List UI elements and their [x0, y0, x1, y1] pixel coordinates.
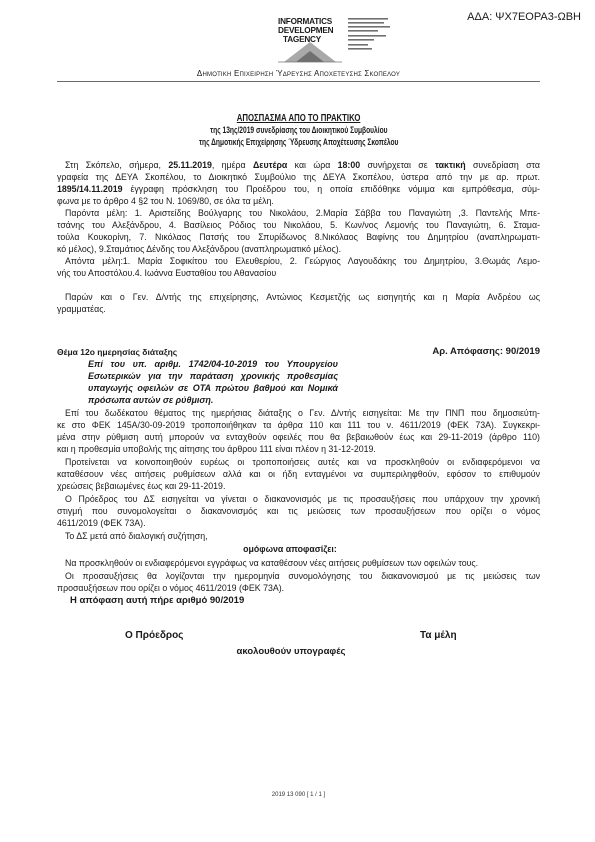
- chair-proposal-paragraph: [57, 493, 540, 529]
- text-run: και ώρα: [287, 160, 338, 170]
- text-run: γραμματέας.: [57, 304, 106, 314]
- text-line: [57, 219, 540, 231]
- text-line: [57, 207, 540, 219]
- text-run: και η προθεσμία υποβολής της αίτησης του άρθρου 111 είναι πλέον η 31-12-2019.: [57, 444, 376, 454]
- signature-chair: Ο Πρόεδρος: [125, 630, 184, 641]
- signatures-note: ακολουθούν υπογραφές: [236, 646, 346, 657]
- text-line: [57, 231, 540, 243]
- proposal-paragraph: [57, 456, 540, 492]
- text-run: τούλα Κουκορίνη, 7. Νικόλαος Πατσής του Σπυρίδωνος 8.Νικόλαος Βαφίνης του Δημητρίου (αναπληρωματι-: [57, 232, 540, 242]
- text-run: στιγμή που συνομολογείται ο διακανονισμός και τις μειώσεις των προσαυξήσεων που ορίζει ο νόμος: [57, 506, 540, 516]
- text-run: Επί του δωδέκατου θέματος της ημερήσιας διάταξης ο Γεν. Δ/ντής εισηγείται: Με την ΠΝΠ που δημοσιεύτη-: [65, 408, 540, 418]
- text-run: φωνα με το άρθρο 4 §2 του Ν. 1069/80, σε όλα τα μέλη.: [57, 196, 274, 206]
- logo-text-line: DEVELOPMEN: [278, 26, 334, 35]
- document-title: [57, 111, 540, 125]
- document-subtitle-text: της Δημοτικής Επιχείρησης Ύδρευσης Αποχέτευσης Σκοπέλου: [198, 137, 399, 147]
- text-line: [57, 159, 540, 171]
- document-subtitle-text: της 13ης/2019 συνεδρίασης του Διοικητικού Συμβουλίου: [209, 125, 388, 135]
- unanimous-decision-heading: ομόφωνα αποφασίζει:: [243, 544, 337, 554]
- text-run: τσάνης του Αλεξάνδρου, 4. Βασίλειος Ρόδιος του Νικολάου, 5. Κων/νος Λεμονής του Παναγιώτη, 6. Σταμα-: [57, 220, 540, 230]
- text-run: Προτείνεται να κοινοποιηθούν ευρέως οι τροποποιήσεις αυτές και να προσκληθούν οι ενδιαφερόμενοι να: [65, 457, 540, 467]
- text-run: υπαγωγής οφειλών σε ΟΤΑ πρώτου βαθμού και Νομικά: [88, 383, 338, 393]
- text-line: [57, 431, 540, 443]
- decision-number: Αρ. Απόφασης: 90/2019: [432, 346, 540, 357]
- agenda-subject: [88, 358, 338, 406]
- text-line: [88, 358, 338, 370]
- text-run: Παρόντα μέλη: 1. Αριστείδης Βούλγαρης του Νικολάου, 2.Μαρία Σάββα του Παναγιώτη ,3. Παντελής Μπε-: [65, 208, 540, 218]
- organisation-header: Δημοτική Επιχείρηση Ύδρευσης Αποχέτευσης Σκοπέλου: [196, 69, 401, 78]
- text-line: [57, 582, 540, 594]
- text-line: [57, 505, 540, 517]
- text-run: μένα στην ρύθμιση αυτή μπορούν να ενταχθούν οφειλές που θα βεβαιωθούν έως και 29-11-2019 (άρθρο 110): [57, 432, 540, 442]
- text-line: [57, 443, 540, 455]
- logo: [276, 15, 416, 63]
- text-line: [57, 480, 540, 492]
- text-line: [57, 493, 540, 505]
- text-run: συνεδρίαση στα: [465, 160, 540, 170]
- bold-text-run: Δευτέρα: [252, 160, 288, 170]
- text-line: [57, 183, 540, 195]
- text-line: [57, 243, 540, 255]
- bold-text-run: 1895/14.11.2019: [57, 184, 123, 194]
- text-run: Στη Σκόπελο, σήμερα,: [65, 160, 169, 170]
- text-run: κό μέλος), 9.Σταμάτιος Δένδης του Αλεξάνδρου (αναπληρωματικό μέλος).: [57, 244, 342, 254]
- text-line: [57, 570, 540, 582]
- logo-text-line: TAGENCY: [283, 35, 322, 44]
- text-run: κε στο ΦΕΚ 145Α/30-09-2019 τροποποιήθηκαν τα άρθρα 110 και 111 του ν. 4611/2019 (ΦΕΚ 73Α). Συγκεκρι-: [57, 420, 540, 430]
- text-line: [57, 303, 540, 315]
- text-line: [57, 291, 540, 303]
- text-line: [57, 557, 540, 569]
- absent-members-paragraph: [57, 255, 540, 279]
- attendees-paragraph: [57, 291, 540, 315]
- text-line: [57, 530, 540, 542]
- ada-code: ΑΔΑ: ΨΧ7ΕΟΡΑ3-ΩΒΗ: [467, 11, 581, 23]
- document-title-text: ΑΠΟΣΠΑΣΜΑ ΑΠΟ ΤΟ ΠΡΑΚΤΙΚΟ: [236, 112, 361, 124]
- text-line: [57, 517, 540, 529]
- text-line: [57, 255, 540, 267]
- text-run: πρόσωπα αυτών σε ρύθμιση.: [88, 395, 214, 405]
- bold-text-run: τακτική: [434, 160, 466, 170]
- document-subtitle: [57, 136, 540, 148]
- logo-wordmark: [278, 17, 333, 44]
- text-run: έγγραφη πρόσκληση του Προέδρου του, η οποία επιδόθηκε νόμιμα και εμπρόθεσμα, σύμ-: [122, 184, 540, 194]
- text-run: Οι προσαυξήσεις θα λογίζονται την ημερομηνία συνομολόγησης του διακανονισμού με τις μειώσεις των: [65, 571, 540, 581]
- agenda-item-label: Θέμα 12ο ημερησίας διάταξης: [57, 347, 178, 357]
- discussion-paragraph: [57, 530, 540, 542]
- report-paragraph: [57, 407, 540, 455]
- text-run: συνήρχεται σε: [360, 160, 435, 170]
- text-run: Να προσκληθούν οι ενδιαφερόμενοι εγγράφως να καταθέσουν νέες αιτήσεις ρυθμίσεων των οφειλών τους.: [65, 558, 479, 568]
- page-footer: 2019 13 090 [ 1 / 1 ]: [271, 792, 326, 798]
- text-line: [88, 394, 338, 406]
- text-run: 4611/2019 (ΦΕΚ 73Α).: [57, 518, 146, 528]
- text-run: Απόντα μέλη:1. Μαρία Σοφικίτου του Ελευθερίου, 2. Γεώργιος Λαγουδάκης του Δημητρίου, 3.Θωμάς Λεμο-: [65, 256, 540, 266]
- header-divider: [57, 81, 540, 82]
- document-subtitle: [57, 124, 540, 136]
- text-line: [57, 267, 540, 279]
- opening-paragraph: [57, 159, 540, 207]
- text-line: [57, 456, 540, 468]
- present-members-paragraph: [57, 207, 540, 255]
- text-line: [88, 382, 338, 394]
- decision-closing: Η απόφαση αυτή πήρε αριθμό 90/2019: [70, 595, 245, 606]
- text-run: γραφεία της ΔΕΥΑ Σκοπέλου, το Διοικητικό Συμβούλιο της ΔΕΥΑ Σκοπέλου, ύστερα από την με αρ. πρωτ.: [57, 172, 540, 182]
- text-run: χρεώσεις βεβαιωμένες έως και 29-11-2019.: [57, 481, 226, 491]
- text-line: [57, 195, 540, 207]
- text-line: [57, 468, 540, 480]
- bold-text-run: 25.11.2019: [168, 160, 212, 170]
- text-run: Επί του υπ. αριθμ. 1742/04-10-2019 του Υπουργείου: [88, 359, 338, 369]
- agenda-item-row: [57, 346, 540, 358]
- text-run: Το ΔΣ μετά από διαλογική συζήτηση,: [65, 531, 208, 541]
- text-line: [57, 407, 540, 419]
- bold-text-run: 18:00: [337, 160, 361, 170]
- text-line: [88, 370, 338, 382]
- text-line: [57, 419, 540, 431]
- text-run: Εσωτερικών για την παράταση χρονικής προθεσμίας: [88, 371, 338, 381]
- text-line: [57, 171, 540, 183]
- text-run: νής του Αποστόλου.4. Ιωάννα Ευσταθίου του Αθανασίου: [57, 268, 277, 278]
- text-run: Παρών και ο Γεν. Δ/ντής της επιχείρησης, Αντώνιος Κεσμετζής ως εισηγητής και η Μαρία Ανδρέου ως: [65, 292, 540, 302]
- text-run: προσαυξήσεων που ορίζει ο νόμος 4611/2019 (ΦΕΚ 73Α).: [57, 583, 285, 593]
- text-run: καταθέσουν νέες αιτήσεις ρυθμίσεων αλλά και οι ήδη ενταγμένοι να συμπεριληφθούν, εφόσον το επιθυμούν: [57, 469, 540, 479]
- signature-members: Τα μέλη: [420, 630, 457, 641]
- logo-text-line: INFORMATICS: [278, 17, 333, 26]
- text-run: Ο Πρόεδρος του ΔΣ εισηγείται να γίνεται ο διακανονισμός με τις προσαυξήσεις που υπάρχουν την χρονική: [65, 494, 540, 504]
- text-run: , ημέρα: [211, 160, 253, 170]
- decision-paragraph: [57, 570, 540, 594]
- decision-paragraph: [57, 557, 540, 569]
